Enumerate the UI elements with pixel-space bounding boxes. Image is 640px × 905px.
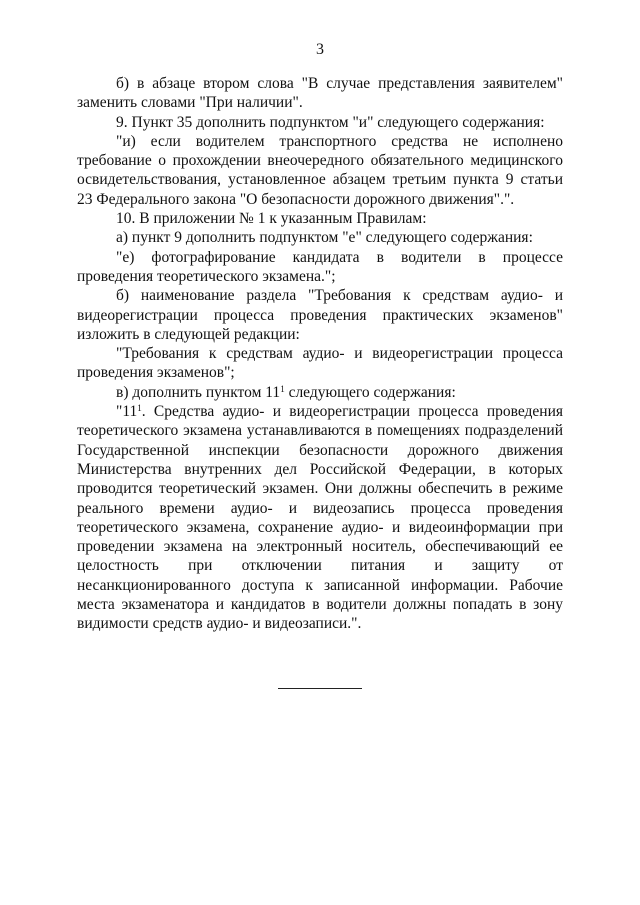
superscript: 1 <box>137 403 142 414</box>
paragraph <box>77 402 563 634</box>
paragraph-text: следующего содержания: <box>284 383 456 401</box>
paragraph-text: . Средства аудио- и видеорегистрации процесса проведения теоретического экзамена устанавливаются в помещениях подразделений Государственной инспекции безопасности дорожного движения Министерства внутренних дел Российской Федерации, в которых проводится теоретический экзамен. Они должны обеспечить в режиме реального времени аудио- и видеозапись процесса проведения теоретического экзамена, сохранение аудио- и видеоинформации при проведении экзамена на электронный носитель, обеспечивающий ее целостность при отключении питания и защиту от несанкционированного доступа к записанной информации. Рабочие места экзаменатора и кандидатов в водители должны попадать в зону видимости средств аудио- и видеозаписи.". <box>77 403 563 633</box>
paragraph: 9. Пункт 35 дополнить подпунктом "и" следующего содержания: <box>116 113 545 131</box>
page-number: 3 <box>316 41 324 58</box>
paragraph-text: "11 <box>116 403 138 421</box>
paragraph-text: в) дополнить пунктом 11 <box>116 383 281 401</box>
paragraph: б) в абзаце втором слова "В случае представления заявителем" заменить словами "При наличии". <box>77 75 563 112</box>
paragraph: "Требования к средствам аудио- и видеорегистрации процесса проведения экзаменов"; <box>77 345 563 382</box>
paragraph: б) наименование раздела "Требования к средствам аудио- и видеорегистрации процесса проведения практических экзаменов" изложить в следующей редакции: <box>77 287 563 343</box>
paragraph: "и) если водителем транспортного средства не исполнено требование о прохождении внеочередного обязательного медицинского освидетельствования, установленное абзацем третьим пункта 9 статьи 23 Федерального закона "О безопасности дорожного движения".". <box>77 132 563 208</box>
paragraph <box>77 383 563 402</box>
paragraph: а) пункт 9 дополнить подпунктом "е" следующего содержания: <box>116 229 533 247</box>
paragraph: 10. В приложении № 1 к указанным Правилам: <box>116 210 427 228</box>
end-divider <box>278 688 362 689</box>
document-body <box>77 74 563 634</box>
paragraph: "е) фотографирование кандидата в водители в процессе проведения теоретического экзамена."; <box>77 248 563 285</box>
superscript: 1 <box>280 383 285 394</box>
